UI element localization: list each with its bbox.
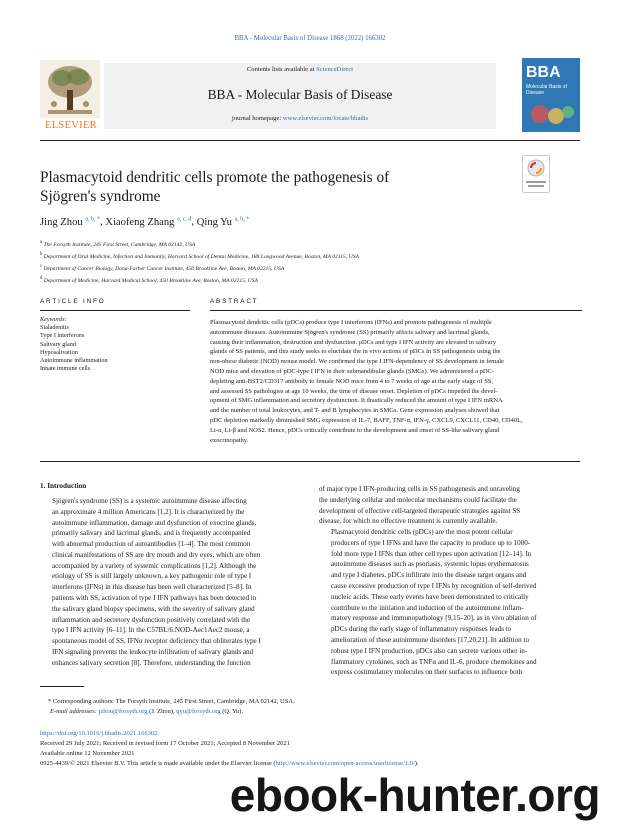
author-2[interactable]: Xiaofeng Zhang $^{a, c, d}$ <box>105 216 192 228</box>
cover-subtitle: Molecular Basis of Disease <box>526 84 567 96</box>
corresponding-author-footnote <box>40 697 580 717</box>
keywords-block <box>40 316 190 373</box>
keyword: Innate immune cells <box>40 365 91 373</box>
footnote-line: * Corresponding authors: The Forsyth Institute, 245 First Street, Cambridge, MA 02142, USA. <box>48 698 295 705</box>
affiliation-b: $^b$ Department of Oral Medicine, Infection and Immunity, Harvard School of Dental Medicine, 188 Longwood Avenue, Boston, MA 02115, USA <box>40 252 359 261</box>
article-title <box>40 168 510 206</box>
abstract-line: exocrinopathy. <box>210 436 249 444</box>
online-date: Available online 12 November 2021 <box>40 750 135 757</box>
masthead-center-box <box>104 63 496 129</box>
keyword: Hyposalivation <box>40 348 78 356</box>
article-info-heading: ARTICLE INFO <box>40 298 106 305</box>
intro-right-column <box>319 484 582 678</box>
check-for-updates-button[interactable] <box>522 155 550 193</box>
homepage-link[interactable]: www.elsevier.com/locate/bbadis <box>282 115 369 122</box>
text-line: Sjögren's syndrome (SS) is a systemic autoimmune disease affecting <box>52 497 247 505</box>
doi-link[interactable]: https://doi.org/10.1016/j.bbadis.2021.166302 <box>40 730 158 737</box>
text-line: robust type I IFN production, pDCs also can secrete various other in- <box>331 646 528 655</box>
check-for-updates-icon <box>522 155 550 193</box>
homepage-line <box>104 115 496 122</box>
text-line: the underlying cellular and molecular mechanisms could facilitate the <box>319 495 517 504</box>
cover-title: BBA <box>526 64 561 81</box>
abstract-line: opment of SMG inflammation and secretory dysfunction. It drastically reduced the amount of type I IFN mRNA <box>210 397 503 405</box>
title-line-1: Plasmacytoid dendritic cells promote the pathogenesis of <box>40 169 390 186</box>
keyword: Salivary gland <box>40 340 76 348</box>
abstract-line: NOD mice and elevation of pDC-type I IFN in their submandibular glands (SMGs). We administered a pDC- <box>210 367 495 375</box>
email-label: E-mail addresses: <box>50 708 99 715</box>
text-line: nucleic acids. These early events have been demonstrated to critically <box>331 592 529 601</box>
introduction-heading: 1. Introduction <box>40 482 87 490</box>
text-line: matory response and immunopathology [9,15–20], as in vivo ablation of <box>331 614 537 623</box>
text-line: spontaneous model of SS, IFNα receptor deficiency that obliterates type I <box>52 637 261 646</box>
abstract-line: and assessed SS pathologies at age 10 weeks, the time of disease onset. Depletion of pDCs impeded the devel- <box>210 387 498 395</box>
text-line: contribute to the initiation and induction of the autoimmune inflam- <box>331 603 524 612</box>
footnote-emails <box>40 707 580 717</box>
text-line: and type I diabetes, pDCs infiltrate into the disease target organs and <box>331 571 527 580</box>
text-line: IFN signaling prevents the leukocyte infiltration of salivary glands and <box>52 647 254 656</box>
text-line: primarily salivary and lacrimal glands, and is frequently accompanied <box>52 529 251 538</box>
license-link[interactable]: http://www.elsevier.com/open-access/userlicense/1.0/ <box>275 760 415 767</box>
affiliation-c: $^c$ Department of Cancer Biology, Dana-Farber Cancer Institute, 450 Brookline Ave, Boston, MA 02215, USA <box>40 264 285 273</box>
text-line: autoimmune diseases such as psoriasis, systemic lupus erythematosus <box>331 560 529 569</box>
contents-line <box>104 66 496 73</box>
keywords-label: Keywords: <box>40 316 67 323</box>
keyword: Autoimmune inflammation <box>40 357 108 365</box>
affiliation-a: $^a$ The Forsyth Institute, 245 First Street, Cambridge, MA 02142, USA <box>40 240 196 248</box>
license-line: 0925-4439/© 2021 Elsevier B.V. This article is made available under the Elsevier license (http://www.elsevier.com/open-access/userlicense/1.0/). <box>40 760 419 767</box>
masthead-rule <box>40 140 580 141</box>
text-line: disease, for which no effective treatment is currently available. <box>319 517 498 526</box>
text-line: clinical manifestations of SS are dry mouth and dry eyes, which are often <box>52 550 261 559</box>
article-info-rule <box>40 310 190 311</box>
abstract-rule <box>210 310 582 311</box>
text-line: autoimmune inflammation, damage and dysfunction of exocrine glands, <box>52 518 257 527</box>
text-line: with abnormal production of autoantibodies [1–4]. The most common <box>52 540 251 549</box>
abstract-line: non-obese diabetic (NOD) mouse model. We confirmed the type I IFN-dependency of SS development in female <box>210 358 504 366</box>
text-line: fold more type I IFNs than other cell types upon activation [12–14]. In <box>331 549 532 558</box>
email-owner: (Q. Yu). <box>220 708 244 715</box>
text-line: patients with SS, activation of type I IFN pathways has been detected in <box>52 594 257 603</box>
text-line: producers of type I IFNs and have the capacity to produce up to 1000- <box>331 538 531 547</box>
text-line: pDCs during the early stage of inflammatory responses leads to <box>331 625 512 634</box>
text-line: inflammation and secretory dysfunction positively correlated with the <box>52 615 250 624</box>
email-link-yu[interactable]: qyu@forsyth.org <box>176 708 221 715</box>
abstract-line: glands of SS patients, and this study seeks to elucidate the in vivo actions of pDCs in SS pathogenesis using the <box>210 348 501 356</box>
intro-paragraph-continued <box>319 484 582 527</box>
watermark-text: ebook-hunter.org <box>229 769 600 821</box>
keyword: Sialadenitis <box>40 324 69 332</box>
email-link-zhou[interactable]: jzhou@forsyth.org <box>98 708 148 715</box>
article-metadata <box>40 729 580 769</box>
contents-prefix: Contents lists available at <box>246 66 317 73</box>
text-line: the salivary gland biopsy specimens, with the severity of salivary gland <box>52 604 255 613</box>
text-line: express costimulatory molecules on their surfaces to influence both <box>331 668 523 677</box>
journal-masthead <box>40 60 580 136</box>
intro-paragraph <box>40 496 303 669</box>
running-header[interactable]: BBA - Molecular Basis of Disease 1868 (2022) 166302 <box>234 35 386 42</box>
affiliations <box>40 238 580 287</box>
cover-art-icon <box>526 102 576 128</box>
sciencedirect-link[interactable]: ScienceDirect <box>316 66 354 73</box>
footnote-rule <box>40 686 84 687</box>
homepage-prefix: journal homepage: <box>231 115 283 122</box>
author-1[interactable]: Jing Zhou $^{a, b, *}$ <box>40 216 100 228</box>
received-dates: Received 29 July 2021; Received in revised form 17 October 2021; Accepted 8 November 2021 <box>40 740 290 747</box>
abstract-line: Plasmacytoid dendritic cells (pDCs) produce type I interferons (IFNs) and promote pathogenesis of multiple <box>210 319 492 326</box>
text-line: interferons (IFNs) in this disease has been well characterized [5–8]. In <box>52 583 252 592</box>
abstract-line: autoimmune diseases. Autoimmune Sjögren's syndrome (SS) primarily affects salivary and lacrimal glands, <box>210 328 490 336</box>
text-line: cause excessive production of type I IFNs by recognition of self-derived <box>331 582 537 591</box>
text-line: type I IFN activity [6–11]. In the C57BL/6.NOD-Aec1Aec2 mouse, a <box>52 626 250 635</box>
intro-paragraph <box>319 527 582 678</box>
publisher-name: ELSEVIER <box>45 120 97 131</box>
abstract-line: causing their inflammation, destruction and dysfunction. pDCs and type I IFN activity are elevated in salivary <box>210 338 497 346</box>
abstract-line: pDC depletion markedly diminished SMG expression of IL-7, BAFF, TNF-α, IFN-γ, CXCL9, CXCL11, CD40, CD40L, <box>210 416 523 424</box>
text-line: enhances salivary secretion [8]. Therefore, understanding the function <box>52 658 251 667</box>
text-line: etiology of SS is still largely unknown, a key pathogenic role of type I <box>52 572 252 581</box>
text-line: an approximate 4 million Americans [1,2]. It is characterized by the <box>52 507 245 516</box>
abstract-heading: ABSTRACT <box>210 298 259 305</box>
title-line-2: Sjögren's syndrome <box>40 188 161 205</box>
author-3[interactable]: Qing Yu $^{a, b, *}$ <box>196 216 250 228</box>
text-line: accompanied by a variety of systemic complications [1,2]. Although the <box>52 561 257 570</box>
text-line: development of effective cell-targeted therapeutic strategies against SS <box>319 506 521 515</box>
abstract-line: and the number of total leukocytes, and T- and B lymphocytes in SMGs. Gene expression analyses showed that <box>210 407 500 415</box>
author-list: Jing Zhou $^{a, b, *}$, Xiaofeng Zhang $^{a, c, d}$, Qing Yu $^{a, b, *}$ <box>40 216 250 228</box>
text-line: Plasmacytoid dendritic cells (pDCs) are the most potent cellular <box>331 528 513 537</box>
abstract-line: Lt-α, Lt-β and NOS2. Hence, pDCs critically contribute to the development and onset of SS-like salivary gland <box>210 426 500 434</box>
text-line: of major type I IFN-producing cells in SS pathogenesis and unraveling <box>319 485 520 493</box>
elsevier-tree-logo <box>40 60 100 130</box>
journal-name: BBA - Molecular Basis of Disease <box>207 87 393 102</box>
abstract-end-rule <box>40 461 580 462</box>
abstract-body <box>210 318 582 445</box>
journal-cover-thumbnail <box>522 58 580 132</box>
affiliation-d: $^d$ Department of Medicine, Harvard Medical School, 450 Brookline Ave, Boston, MA 02215, USA <box>40 276 258 285</box>
abstract-line: depleting anti-BST2/CD317 antibody to female NOD mice from 4 to 7 weeks of age at the early stage of SS, <box>210 377 494 385</box>
text-line: amelioration of these autoimmune disorders [17,20,21]. In addition to <box>331 635 529 644</box>
email-owner: (J. Zhou), <box>147 708 177 715</box>
keyword: Type I interferons <box>40 332 85 340</box>
intro-left-column <box>40 496 303 669</box>
text-line: flammatory cytokines, such as TNFα and IL-6, produce chemokines and <box>331 657 537 666</box>
